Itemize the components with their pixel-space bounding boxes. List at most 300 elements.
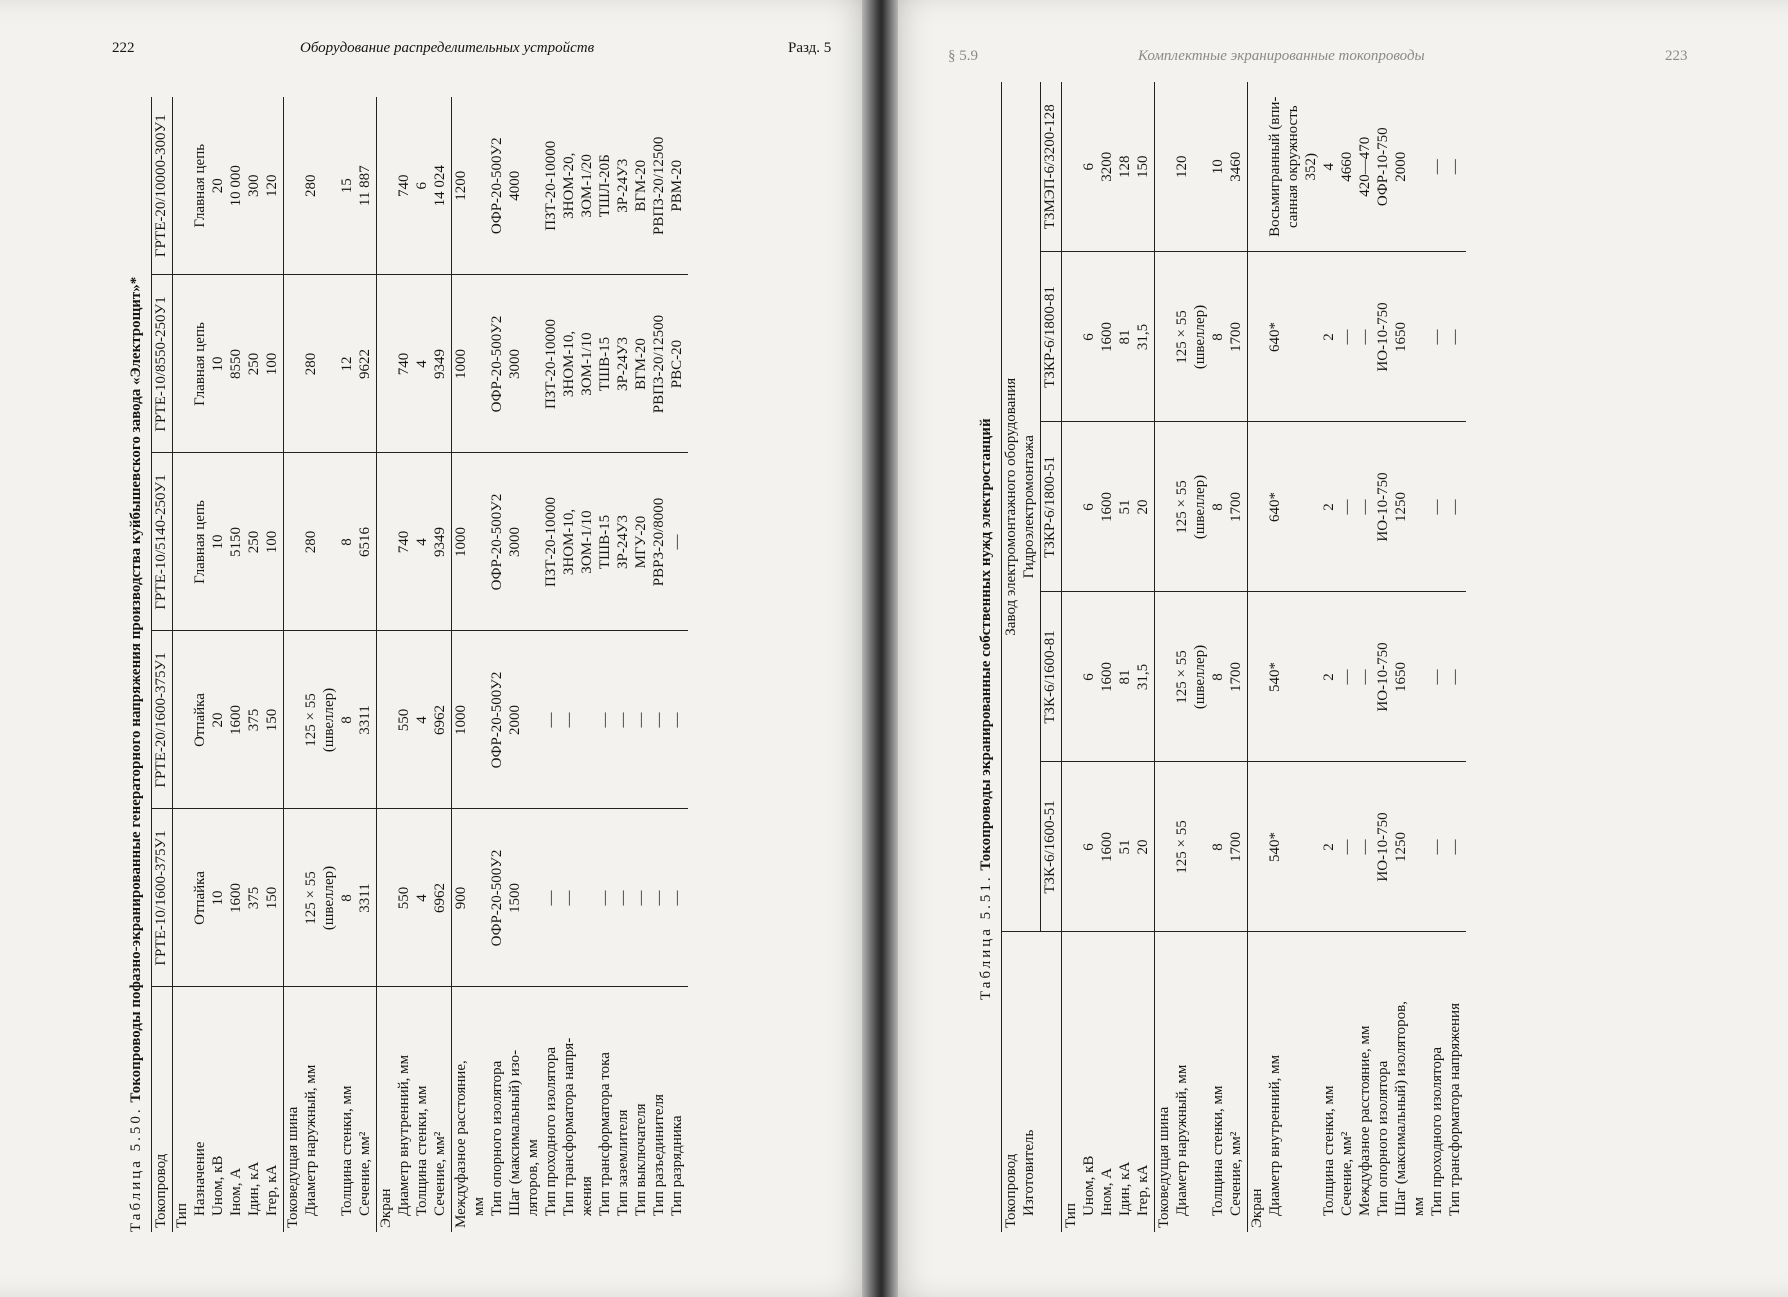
- cell-value: 3311: [356, 883, 373, 913]
- cell-value: 4000: [506, 170, 523, 201]
- cell-value: РВПЗ-20/12500: [650, 136, 667, 235]
- row-labels: [1154, 932, 1247, 1232]
- cell-value: 81: [1116, 329, 1133, 345]
- row-label: Экран: [377, 1188, 394, 1228]
- table-title: Токопроводы экранированные собственных нужд электростанций: [978, 418, 994, 871]
- cell-value: [1303, 767, 1321, 928]
- cell-value: 640*: [1266, 322, 1283, 352]
- cell-value: 640*: [1266, 492, 1283, 522]
- cell-value: [174, 636, 192, 805]
- cell-value: —: [1428, 669, 1445, 685]
- cell-value: ИО-10-750: [1374, 812, 1391, 882]
- cell-value: 10 000: [227, 165, 244, 207]
- cell-value: 1700: [1227, 492, 1244, 522]
- row-label: Тип опорного изолятора: [1374, 1060, 1391, 1216]
- cell-value: —: [1428, 499, 1445, 515]
- table-row: [1061, 82, 1154, 1232]
- row-labels: [283, 987, 376, 1232]
- table-title: Токопроводы пофазно-экранированные генераторного напряжения производства куйбышевского завода «Электрощит»*: [128, 276, 144, 1103]
- row-label: Экран: [1248, 1188, 1265, 1228]
- cell-value: —: [1446, 499, 1463, 515]
- cell-value: 2: [1320, 843, 1337, 851]
- cell-value: ИО-10-750: [1374, 642, 1391, 712]
- row-labels: [172, 987, 283, 1232]
- cell-value: [174, 101, 192, 271]
- cell-value: [1411, 257, 1429, 418]
- cell-value: ЗНОМ-10,: [560, 330, 577, 398]
- row-labels: [451, 987, 688, 1232]
- row-label: Iдин, кА: [245, 1161, 262, 1216]
- cell-value: 14 024: [431, 165, 448, 207]
- cell-value: 1250: [1392, 492, 1409, 522]
- row-labels: [1061, 932, 1154, 1232]
- cell-value: —: [650, 890, 667, 906]
- row-label: Шаг (максимальный) изо-: [506, 1049, 523, 1216]
- cell-value: Отпайка: [191, 871, 208, 925]
- table-cell: [1061, 762, 1154, 932]
- cell-value: ЗОМ-1/10: [578, 332, 595, 396]
- cell-value: 1500: [506, 883, 523, 913]
- cell-value: [1303, 427, 1321, 588]
- row-label: Назначение: [191, 1141, 208, 1216]
- cell-value: —: [542, 890, 559, 906]
- cell-value: [1192, 86, 1210, 248]
- cell-value: 120: [1173, 155, 1190, 178]
- column-header: ТЗК-6/1600-51: [1041, 762, 1062, 932]
- cell-value: [1303, 597, 1321, 758]
- cell-value: 1600: [1098, 832, 1115, 862]
- left-section-label: Разд. 5: [788, 40, 832, 56]
- right-page-number: 223: [1665, 48, 1688, 64]
- table-cell: [1154, 422, 1247, 592]
- row-label: Толщина стенки, мм: [338, 1085, 355, 1216]
- row-label: Тип заземлителя: [614, 1109, 631, 1216]
- cell-value: 3200: [1098, 151, 1115, 182]
- cell-value: ПЗТ-20-10000: [542, 319, 559, 409]
- cell-value: санная окружность: [1284, 105, 1301, 229]
- table-5-51-caption: [978, 82, 995, 1232]
- cell-value: РВПЗ-20/12500: [650, 314, 667, 414]
- row-label: Диаметр наружный, мм: [1173, 1064, 1190, 1216]
- cell-value: 740: [395, 174, 412, 197]
- cell-value: 375: [245, 708, 262, 732]
- table-5-51-rotated: [978, 82, 1466, 1232]
- column-header: ТЗКР-6/1800-51: [1041, 422, 1062, 592]
- column-header: ГРТЕ-10/1600-375У1: [152, 809, 173, 987]
- cell-value: 550: [395, 886, 412, 910]
- cell-value: 6: [1080, 673, 1097, 681]
- row-label: Тип разрядника: [668, 1115, 685, 1216]
- cell-value: 3460: [1227, 151, 1244, 182]
- cell-value: [285, 280, 303, 449]
- table-cell: [283, 631, 376, 809]
- cell-value: —: [1356, 499, 1373, 515]
- cell-value: 8550: [227, 349, 244, 379]
- cell-value: 300: [245, 174, 262, 197]
- cell-value: 5150: [227, 527, 244, 557]
- cell-value: 6516: [356, 527, 373, 557]
- cell-value: 20: [209, 712, 226, 728]
- cell-value: [378, 458, 396, 627]
- cell-value: [1156, 427, 1174, 588]
- stub-spacer: [1041, 932, 1062, 1232]
- table-row: [172, 97, 283, 1232]
- cell-value: 150: [1134, 155, 1151, 178]
- table-cell: [172, 453, 283, 631]
- cell-value: 10: [1209, 159, 1226, 175]
- cell-value: 1700: [1227, 832, 1244, 862]
- cell-value: МГУ-20: [632, 515, 649, 569]
- cell-value: (швеллер): [1191, 644, 1208, 710]
- cell-value: 20: [1134, 499, 1151, 515]
- cell-value: ОФР-10-750: [1374, 127, 1391, 207]
- cell-value: 10: [209, 890, 226, 906]
- maker-header: [1002, 82, 1041, 932]
- cell-value: Главная цепь: [191, 500, 208, 584]
- cell-value: —: [1428, 839, 1445, 855]
- row-labels: [1247, 932, 1466, 1232]
- table-cell: [1061, 252, 1154, 422]
- cell-value: 6: [1080, 503, 1097, 511]
- cell-value: 8: [1209, 673, 1226, 681]
- cell-value: 250: [245, 352, 262, 376]
- row-label: Шаг (максимальный) изоляторов,: [1392, 1001, 1409, 1216]
- cell-value: 900: [452, 886, 469, 910]
- cell-value: 280: [302, 174, 319, 197]
- cell-value: ОФР-20-500У2: [488, 493, 505, 591]
- cell-value: 1700: [1227, 322, 1244, 352]
- cell-value: 4: [413, 360, 430, 368]
- cell-value: [1411, 86, 1429, 248]
- cell-value: [579, 636, 597, 805]
- cell-value: [1156, 767, 1174, 928]
- cell-value: 1600: [1098, 322, 1115, 352]
- row-label: [321, 992, 339, 1229]
- cell-value: 2: [1320, 503, 1337, 511]
- table-row: [1247, 82, 1466, 1232]
- row-label: Междуфазное расстояние,: [452, 1060, 469, 1228]
- cell-value: 4: [1320, 163, 1337, 171]
- right-section-label: § 5.9: [948, 48, 978, 64]
- cell-value: (швеллер): [1191, 304, 1208, 370]
- cell-value: 81: [1116, 669, 1133, 685]
- row-label: Толщина стенки, мм: [1209, 1085, 1226, 1216]
- cell-value: —: [1446, 329, 1463, 345]
- table-row: [376, 97, 451, 1232]
- table-cell: [1247, 592, 1466, 762]
- cell-value: 1700: [1227, 662, 1244, 692]
- cell-value: 3311: [356, 705, 373, 735]
- cell-value: —: [1446, 839, 1463, 855]
- table-cell: [283, 453, 376, 631]
- table-cell: [172, 275, 283, 453]
- cell-value: 375: [245, 886, 262, 910]
- table-5-50-caption: [128, 97, 145, 1232]
- row-label: Тип проходного изолятора: [542, 1047, 559, 1216]
- maker-line-2: Гидроэлектромонтажа: [1021, 435, 1037, 579]
- table-cell: [376, 631, 451, 809]
- book-gutter: [862, 0, 898, 1297]
- row-label: Тип опорного изолятора: [488, 1060, 505, 1216]
- cell-value: [1249, 257, 1267, 418]
- column-header: ГРТЕ-20/10000-300У1: [152, 97, 173, 275]
- row-label: мм: [470, 1197, 487, 1216]
- cell-value: [525, 636, 543, 805]
- cell-value: —: [1338, 839, 1355, 855]
- cell-value: [285, 101, 303, 271]
- cell-value: [471, 101, 489, 271]
- cell-value: [579, 814, 597, 983]
- table-cell: [283, 275, 376, 453]
- cell-value: 20: [209, 178, 226, 194]
- table-cell: [1061, 592, 1154, 762]
- row-label: Сечение, мм²: [1227, 1131, 1244, 1216]
- cell-value: —: [668, 534, 685, 550]
- cell-value: (швеллер): [1191, 474, 1208, 540]
- table-cell: [172, 97, 283, 275]
- row-label: Диаметр внутренний, мм: [1266, 1054, 1283, 1216]
- cell-value: ТШВ-15: [596, 514, 613, 570]
- row-label: мм: [1410, 1197, 1427, 1216]
- cell-value: ВГМ-20: [632, 159, 649, 212]
- row-label: Толщина стенки, мм: [1320, 1085, 1337, 1216]
- cell-value: [1249, 86, 1267, 248]
- cell-value: ОФР-20-500У2: [488, 315, 505, 413]
- cell-value: 3000: [506, 349, 523, 379]
- cell-value: [471, 458, 489, 627]
- table-cell: [451, 809, 688, 987]
- cell-value: 1250: [1392, 832, 1409, 862]
- cell-value: 6: [1080, 333, 1097, 341]
- cell-value: (швеллер): [320, 865, 337, 931]
- cell-value: 540*: [1266, 832, 1283, 862]
- table-cell: [1061, 82, 1154, 252]
- cell-value: 10: [209, 356, 226, 372]
- cell-value: Главная цепь: [191, 143, 208, 228]
- cell-value: 8: [1209, 503, 1226, 511]
- table-5-51: [1001, 82, 1466, 1232]
- cell-value: 6962: [431, 705, 448, 735]
- cell-value: —: [1356, 669, 1373, 685]
- cell-value: 2: [1320, 333, 1337, 341]
- table-cell: [1154, 762, 1247, 932]
- row-label: Uном, кВ: [209, 1155, 226, 1216]
- cell-value: 2: [1320, 673, 1337, 681]
- cell-value: 125 × 55: [1173, 310, 1190, 364]
- row-label: [1285, 937, 1303, 1229]
- row-label: [1303, 937, 1321, 1229]
- cell-value: ЗОМ-1/10: [578, 510, 595, 574]
- row-label: жения: [578, 1176, 595, 1216]
- cell-value: [174, 458, 192, 627]
- cell-value: ИО-10-750: [1374, 472, 1391, 542]
- cell-value: —: [1428, 159, 1445, 175]
- left-page: [0, 0, 880, 1297]
- table-cell: [376, 275, 451, 453]
- column-header: ТЗМЭП-6/3200-128: [1041, 82, 1062, 252]
- cell-value: 6: [1080, 163, 1097, 171]
- cell-value: —: [668, 890, 685, 906]
- table-5-50: [151, 97, 688, 1232]
- table-cell: [283, 97, 376, 275]
- row-label: Тип трансформатора тока: [596, 1052, 613, 1216]
- stub-header: [1002, 932, 1041, 1232]
- left-page-number: 222: [112, 40, 135, 56]
- cell-value: [285, 636, 303, 805]
- cell-value: —: [632, 712, 649, 728]
- row-label: Uном, кВ: [1080, 1155, 1097, 1216]
- table-row: [1154, 82, 1247, 1232]
- cell-value: [378, 636, 396, 805]
- cell-value: 120: [263, 174, 280, 197]
- cell-value: 125 × 55: [1173, 820, 1190, 874]
- cell-value: [378, 101, 396, 271]
- cell-value: 100: [263, 530, 280, 554]
- cell-value: 8: [1209, 843, 1226, 851]
- table-cell: [451, 97, 688, 275]
- cell-value: [285, 458, 303, 627]
- cell-value: —: [596, 890, 613, 906]
- table-cell: [1247, 252, 1466, 422]
- column-header: ТЗКР-6/1800-81: [1041, 252, 1062, 422]
- table-cell: [376, 809, 451, 987]
- cell-value: (швеллер): [320, 687, 337, 753]
- cell-value: [1411, 767, 1429, 928]
- cell-value: 540*: [1266, 662, 1283, 692]
- cell-value: [1303, 257, 1321, 418]
- column-header: ГРТЕ-10/8550-250У1: [152, 275, 173, 453]
- row-label: [1192, 937, 1210, 1229]
- table-cell: [1061, 422, 1154, 592]
- stub-header-text: Токопровод: [1003, 1153, 1019, 1228]
- maker-label: Изготовитель: [1021, 1129, 1037, 1216]
- row-label: Сечение, мм²: [1338, 1131, 1355, 1216]
- column-header: ТЗК-6/1600-81: [1041, 592, 1062, 762]
- cell-value: 550: [395, 708, 412, 732]
- cell-value: [1411, 597, 1429, 758]
- maker-line-1: Завод электромонтажного оборудования: [1003, 377, 1019, 636]
- table-5-50-rotated: [128, 97, 688, 1232]
- cell-value: 352): [1302, 153, 1319, 181]
- cell-value: [471, 280, 489, 449]
- cell-value: 8: [1209, 333, 1226, 341]
- cell-value: [321, 458, 339, 627]
- cell-value: [1249, 427, 1267, 588]
- cell-value: [1156, 597, 1174, 758]
- cell-value: 9622: [356, 349, 373, 379]
- cell-value: 1000: [452, 527, 469, 557]
- cell-value: 420—470: [1356, 136, 1373, 197]
- cell-value: ТШВ-15: [596, 336, 613, 392]
- cell-value: [1249, 597, 1267, 758]
- cell-value: [1063, 86, 1081, 248]
- cell-value: —: [668, 712, 685, 728]
- cell-value: 280: [302, 352, 319, 376]
- cell-value: 3000: [506, 527, 523, 557]
- cell-value: [1285, 257, 1303, 418]
- cell-value: —: [614, 890, 631, 906]
- column-header: ГРТЕ-10/5140-250У1: [152, 453, 173, 631]
- table-cell: [451, 275, 688, 453]
- cell-value: ИО-10-750: [1374, 302, 1391, 372]
- cell-value: [321, 101, 339, 271]
- cell-value: 2000: [1392, 151, 1409, 182]
- table-cell: [1154, 82, 1247, 252]
- cell-value: 4: [413, 894, 430, 902]
- cell-value: ЗР-24У3: [614, 158, 631, 213]
- cell-value: 150: [263, 886, 280, 910]
- cell-value: Главная цепь: [191, 322, 208, 406]
- cell-value: [378, 280, 396, 449]
- left-running-title: Оборудование распределительных устройств: [300, 40, 595, 56]
- table-cell: [1247, 762, 1466, 932]
- cell-value: 12: [338, 356, 355, 372]
- cell-value: 1650: [1392, 662, 1409, 692]
- row-label: Iтер, кА: [1134, 1164, 1151, 1216]
- cell-value: ЗР-24У3: [614, 337, 631, 391]
- cell-value: [525, 458, 543, 627]
- cell-value: 100: [263, 352, 280, 376]
- row-label: Iном, А: [227, 1167, 244, 1216]
- cell-value: 150: [263, 708, 280, 732]
- cell-value: —: [1338, 329, 1355, 345]
- cell-value: 9349: [431, 349, 448, 379]
- cell-value: [321, 280, 339, 449]
- cell-value: РВС-20: [668, 339, 685, 389]
- cell-value: [525, 280, 543, 449]
- row-label: Токоведущая шина: [1155, 1106, 1172, 1228]
- cell-value: [525, 101, 543, 271]
- row-label: Диаметр внутренний, мм: [395, 1054, 412, 1216]
- cell-value: 9349: [431, 527, 448, 557]
- cell-value: 1200: [452, 170, 469, 201]
- cell-value: [174, 280, 192, 449]
- cell-value: [1285, 427, 1303, 588]
- cell-value: —: [560, 712, 577, 728]
- cell-value: 1600: [227, 883, 244, 913]
- cell-value: 740: [395, 352, 412, 376]
- table-row: [283, 97, 376, 1232]
- cell-value: 740: [395, 530, 412, 554]
- cell-value: [285, 814, 303, 983]
- table-cell: [283, 809, 376, 987]
- cell-value: —: [1428, 329, 1445, 345]
- row-label: Тип проходного изолятора: [1428, 1047, 1445, 1216]
- row-label: Iном, А: [1098, 1167, 1115, 1216]
- cell-value: Восьмигранный (впи-: [1266, 96, 1283, 237]
- cell-value: 1600: [1098, 492, 1115, 522]
- cell-value: [1156, 257, 1174, 418]
- cell-value: 2000: [506, 705, 523, 735]
- cell-value: [1285, 597, 1303, 758]
- row-label: Тип: [173, 1203, 190, 1228]
- cell-value: —: [1446, 159, 1463, 175]
- cell-value: 6: [413, 182, 430, 190]
- cell-value: ЗР-24У3: [614, 515, 631, 569]
- table-cell: [1247, 82, 1466, 252]
- cell-value: —: [560, 890, 577, 906]
- row-label: Iдин, кА: [1116, 1161, 1133, 1216]
- cell-value: 1600: [227, 705, 244, 735]
- row-labels: [376, 987, 451, 1232]
- row-label: Сечение, мм²: [356, 1131, 373, 1216]
- row-label: Междуфазное расстояние, мм: [1356, 1025, 1373, 1216]
- cell-value: —: [1338, 669, 1355, 685]
- cell-value: 15: [338, 178, 355, 194]
- row-label: Тип разъединителя: [650, 1094, 667, 1216]
- cell-value: 8: [338, 538, 355, 546]
- cell-value: ОФР-20-500У2: [488, 137, 505, 235]
